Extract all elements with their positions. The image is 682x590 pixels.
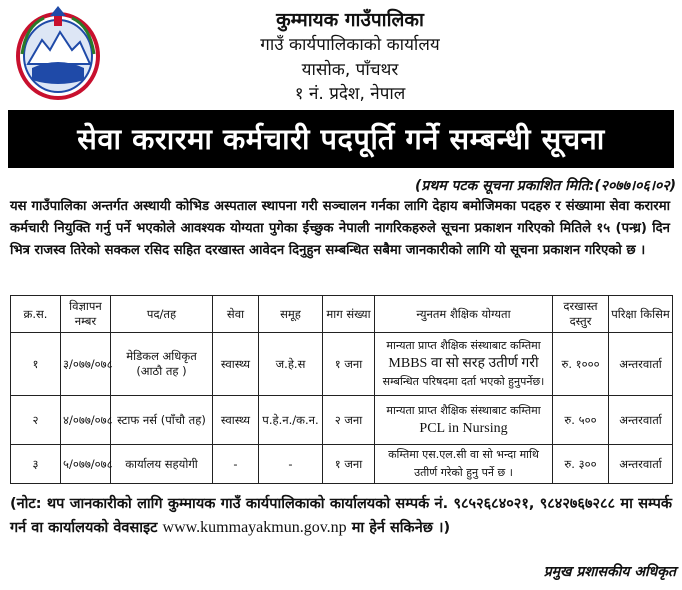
- website-link[interactable]: www.kummayakmun.gov.np: [162, 519, 347, 536]
- cell-fee: रु. ५००: [553, 396, 609, 445]
- table-row: [11, 333, 673, 396]
- col-header-qualification: न्युनतम शैक्षिक योग्यता: [375, 296, 553, 333]
- vacancy-table: [10, 295, 673, 484]
- cell-ad-no: ३/०७७/०७८: [61, 333, 111, 396]
- qualification-line: सम्बन्धित परिषदमा दर्ता भएको हुनुपर्नेछ।: [382, 375, 545, 388]
- cell-service: -: [213, 445, 259, 484]
- cell-qualification: [375, 333, 553, 396]
- cell-fee: रु. ३००: [553, 445, 609, 484]
- table-row: [11, 396, 673, 445]
- cell-count: २ जना: [323, 396, 375, 445]
- table-row: [11, 445, 673, 484]
- qualification-line: MBBS वा सो सरह उतीर्ण गरी: [388, 356, 539, 371]
- cell-sn: २: [11, 396, 61, 445]
- cell-ad-no: ५/०७७/०७८: [61, 445, 111, 484]
- cell-qualification: [375, 396, 553, 445]
- municipality-name: कुम्मायक गाउँपालिका: [276, 9, 424, 31]
- signatory-title: प्रमुख प्रशासकीय अधिकृत: [543, 564, 676, 580]
- contact-note: [10, 492, 672, 540]
- cell-exam: अन्तरवार्ता: [609, 396, 673, 445]
- qualification-line: मान्यता प्राप्त शैक्षिक संस्थाबाट कम्तिमा: [386, 339, 541, 352]
- notice-body: यस गाउँपालिका अन्तर्गत अस्थायी कोभिड अस्पताल स्थापना गरी सञ्चालन गर्नका लागि देहाय बमोजिमका पदहरु र संख्यामा सेवा करारमा कर्मचारी नियुक्ति गर्नु पर्ने भएकोले आवश्यक योग्यता पुगेका ईच्छुक नेपाली नागरिकहरुले सूचना प्रकाशन गरिएको मितिले १५ (पन्ध्र) दिन भित्र राजस्व तिरेको सक्कल रसिद सहित दरखास्त आवेदन दिनुहुन सम्बन्धित सबैमा जानकारीको लागि यो सूचना प्रकाशन गरिएको छ ।: [10, 199, 670, 258]
- col-header-fee: दरखास्त दस्तुर: [553, 296, 609, 333]
- cell-count: १ जना: [323, 333, 375, 396]
- qualification-line: कम्तिमा एस.एल.सी वा सो भन्दा माथि: [388, 448, 539, 461]
- col-header-post: पद/तह: [111, 296, 213, 333]
- qualification-line: मान्यता प्राप्त शैक्षिक संस्थाबाट कम्तिमा: [386, 404, 541, 417]
- government-emblem-icon: [14, 6, 102, 102]
- table-header-row: [11, 296, 673, 333]
- cell-group: ज.हे.स: [259, 333, 323, 396]
- qualification-line: PCL in Nursing: [419, 421, 508, 436]
- col-header-exam: परिक्षा किसिम: [609, 296, 673, 333]
- note-tail: मा हेर्न सकिनेछ ।): [351, 520, 451, 536]
- province-country: १ नं. प्रदेश, नेपाल: [294, 84, 406, 104]
- notice-title-banner: सेवा करारमा कर्मचारी पदपूर्ति गर्ने सम्बन्धी सूचना: [8, 110, 674, 168]
- cell-post: कार्यालय सहयोगी: [111, 445, 213, 484]
- cell-post: मेडिकल अधिकृत (आठौ तह ): [111, 333, 213, 396]
- col-header-count: माग संख्या: [323, 296, 375, 333]
- col-header-sn: क्र.स.: [11, 296, 61, 333]
- cell-post: स्टाफ नर्स (पाँचौ तह): [111, 396, 213, 445]
- col-header-group: समूह: [259, 296, 323, 333]
- office-location: यासोक, पाँचथर: [301, 60, 399, 80]
- col-header-ad-no: विज्ञापन नम्बर: [61, 296, 111, 333]
- cell-exam: अन्तरवार्ता: [609, 445, 673, 484]
- cell-exam: अन्तरवार्ता: [609, 333, 673, 396]
- cell-service: स्वास्थ्य: [213, 396, 259, 445]
- cell-sn: ३: [11, 445, 61, 484]
- cell-fee: रु. १०००: [553, 333, 609, 396]
- cell-group: प.हे.न./क.न.: [259, 396, 323, 445]
- cell-count: १ जना: [323, 445, 375, 484]
- note-text: (नोट: थप जानकारीको लागि कुम्मायक गाउँ कार्यपालिकाको कार्यालयको सम्पर्क नं. ९८५२६८४०२१, ९८४२७६७२८८ मा सम्पर्क गर्न वा कार्यालयको वेवसाइट: [10, 496, 672, 536]
- office-name: गाउँ कार्यपालिकाको कार्यालय: [260, 35, 440, 55]
- cell-qualification: [375, 445, 553, 484]
- cell-service: स्वास्थ्य: [213, 333, 259, 396]
- cell-group: -: [259, 445, 323, 484]
- qualification-line: उतीर्ण गरेको हुनु पर्ने छ ।: [414, 466, 513, 479]
- col-header-service: सेवा: [213, 296, 259, 333]
- cell-sn: १: [11, 333, 61, 396]
- cell-ad-no: ४/०७७/०७८: [61, 396, 111, 445]
- first-published-date: (प्रथम पटक सूचना प्रकाशित मिति:(२०७७।०६।०२): [414, 178, 676, 194]
